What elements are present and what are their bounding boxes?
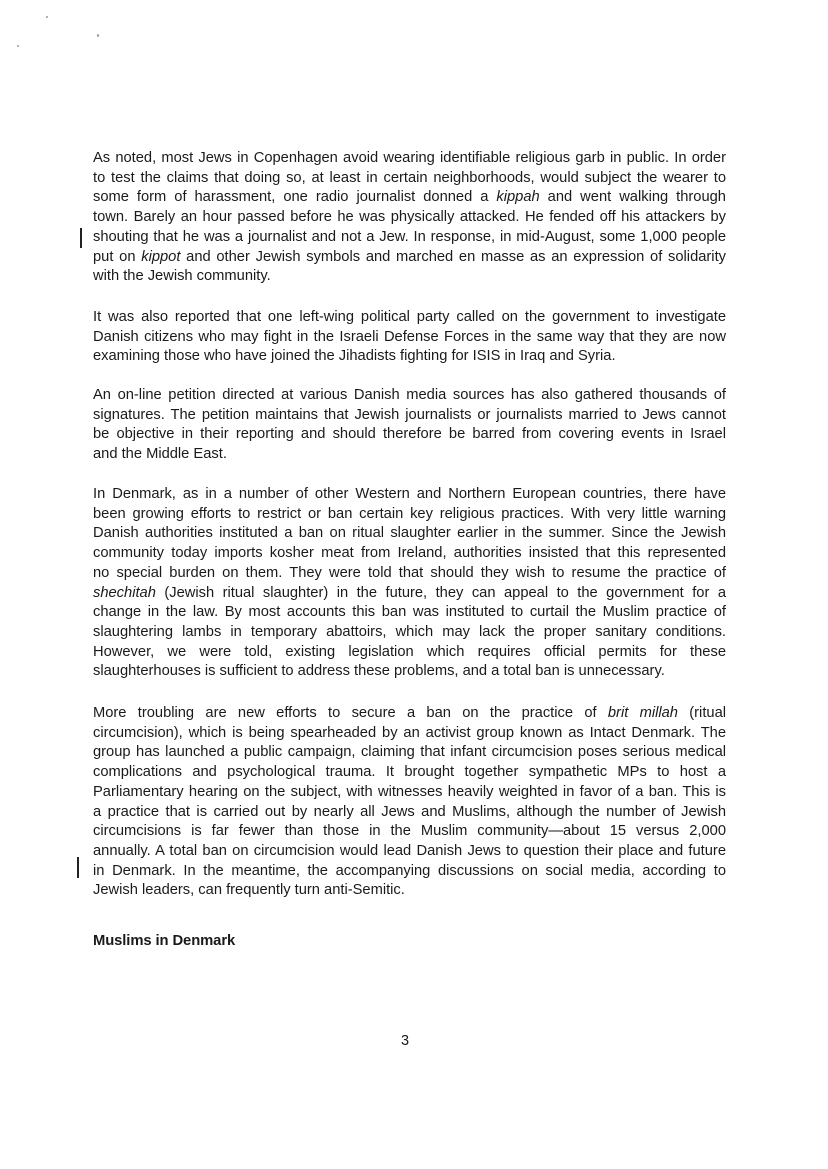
text-line: Danish authorities instituted a ban on ritual slaughter earlier in the summer. Since the Jewish bbox=[93, 525, 726, 542]
text-line: In Denmark, as in a number of other Western and Northern European countries, there have bbox=[93, 486, 726, 502]
text-line: An on-line petition directed at various Danish media sources has also gathered thousands of bbox=[93, 387, 726, 403]
text-line: shechitah (Jewish ritual slaughter) in the future, they can appeal to the government for a bbox=[93, 584, 726, 601]
text-line: shouting that he was a journalist and not a Jew. In response, in mid-August, some 1,000 people bbox=[93, 228, 726, 245]
text-line: in Denmark. In the meantime, the accompanying discussions on social media, according to bbox=[93, 862, 726, 879]
text-line: to test the claims that doing so, at least in certain neighborhoods, would subject the wearer to bbox=[93, 169, 726, 186]
text-line: slaughterhouses is sufficient to address these problems, and a total ban is unnecessary. bbox=[93, 663, 665, 680]
paragraph bbox=[93, 386, 726, 465]
paragraph bbox=[93, 704, 726, 901]
text-line: and the Middle East. bbox=[93, 446, 227, 463]
scan-speck bbox=[46, 16, 48, 18]
scan-speck bbox=[17, 45, 19, 47]
text-line: slaughtering lambs in temporary abattoirs, which may lack the proper sanitary conditions. bbox=[93, 623, 726, 640]
text-line: some form of harassment, one radio journalist donned a kippah and went walking through bbox=[93, 189, 726, 206]
text-line: community today imports kosher meat from Ireland, authorities insisted that this represented bbox=[93, 545, 726, 562]
text-line: put on kippot and other Jewish symbols and marched en masse as an expression of solidarity bbox=[93, 248, 726, 265]
text-line: It was also reported that one left-wing political party called on the government to investigate bbox=[93, 309, 726, 325]
text-line: be objective in their reporting and should therefore be barred from covering events in Israel bbox=[93, 426, 726, 443]
text-line: change in the law. By most accounts this ban was instituted to curtail the Muslim practice of bbox=[93, 604, 726, 621]
text-line: As noted, most Jews in Copenhagen avoid wearing identifiable religious garb in public. In order bbox=[93, 150, 726, 166]
text-line: no special burden on them. They were told that should they wish to resume the practice of bbox=[93, 564, 726, 581]
text-line: a practice that is carried out by nearly all Jews and Muslims, although the number of Jewish bbox=[93, 803, 726, 820]
revision-bar bbox=[80, 228, 82, 248]
revision-bar bbox=[77, 857, 79, 878]
text-line: group has launched a public campaign, claiming that infant circumcision poses serious medical bbox=[93, 744, 726, 761]
paragraph bbox=[93, 149, 726, 287]
text-line: with the Jewish community. bbox=[93, 268, 271, 285]
text-line: circumcision), which is being spearheaded by an activist group known as Intact Denmark. The bbox=[93, 724, 726, 741]
page-number: 3 bbox=[400, 1033, 410, 1049]
text-line: complications and psychological trauma. It brought together sympathetic MPs to host a bbox=[93, 764, 726, 781]
section-heading: Muslims in Denmark bbox=[93, 933, 236, 949]
text-line: been growing efforts to restrict or ban certain key religious practices. With very little warning bbox=[93, 505, 726, 522]
text-line: Parliamentary hearing on the subject, with witnesses heavily weighted in favor of a ban. This is bbox=[93, 783, 726, 800]
scan-speck bbox=[97, 34, 99, 37]
paragraph bbox=[93, 308, 726, 367]
text-line: examining those who have joined the Jihadists fighting for ISIS in Iraq and Syria. bbox=[93, 348, 616, 365]
text-line: Jewish leaders, can frequently turn anti-Semitic. bbox=[93, 882, 405, 899]
paragraph bbox=[93, 485, 726, 682]
text-line: More troubling are new efforts to secure a ban on the practice of brit millah (ritual bbox=[93, 705, 726, 721]
italic-term: brit millah bbox=[607, 705, 678, 721]
text-line: circumcisions is far fewer than those in the Muslim community—about 15 versus 2,000 bbox=[93, 823, 726, 840]
italic-term: kippot bbox=[141, 248, 181, 265]
italic-term: kippah bbox=[496, 189, 540, 206]
text-line: town. Barely an hour passed before he was physically attacked. He fended off his attackers by bbox=[93, 209, 726, 226]
text-line: annually. A total ban on circumcision would lead Danish Jews to question their place and future bbox=[93, 842, 726, 859]
italic-term: shechitah bbox=[93, 584, 156, 601]
text-line: However, we were told, existing legislation which requires official permits for these bbox=[93, 643, 726, 660]
text-line: signatures. The petition maintains that Jewish journalists or journalists married to Jews cannot bbox=[93, 406, 726, 423]
text-line: Danish citizens who may fight in the Israeli Defense Forces in the same way that they are now bbox=[93, 328, 726, 345]
